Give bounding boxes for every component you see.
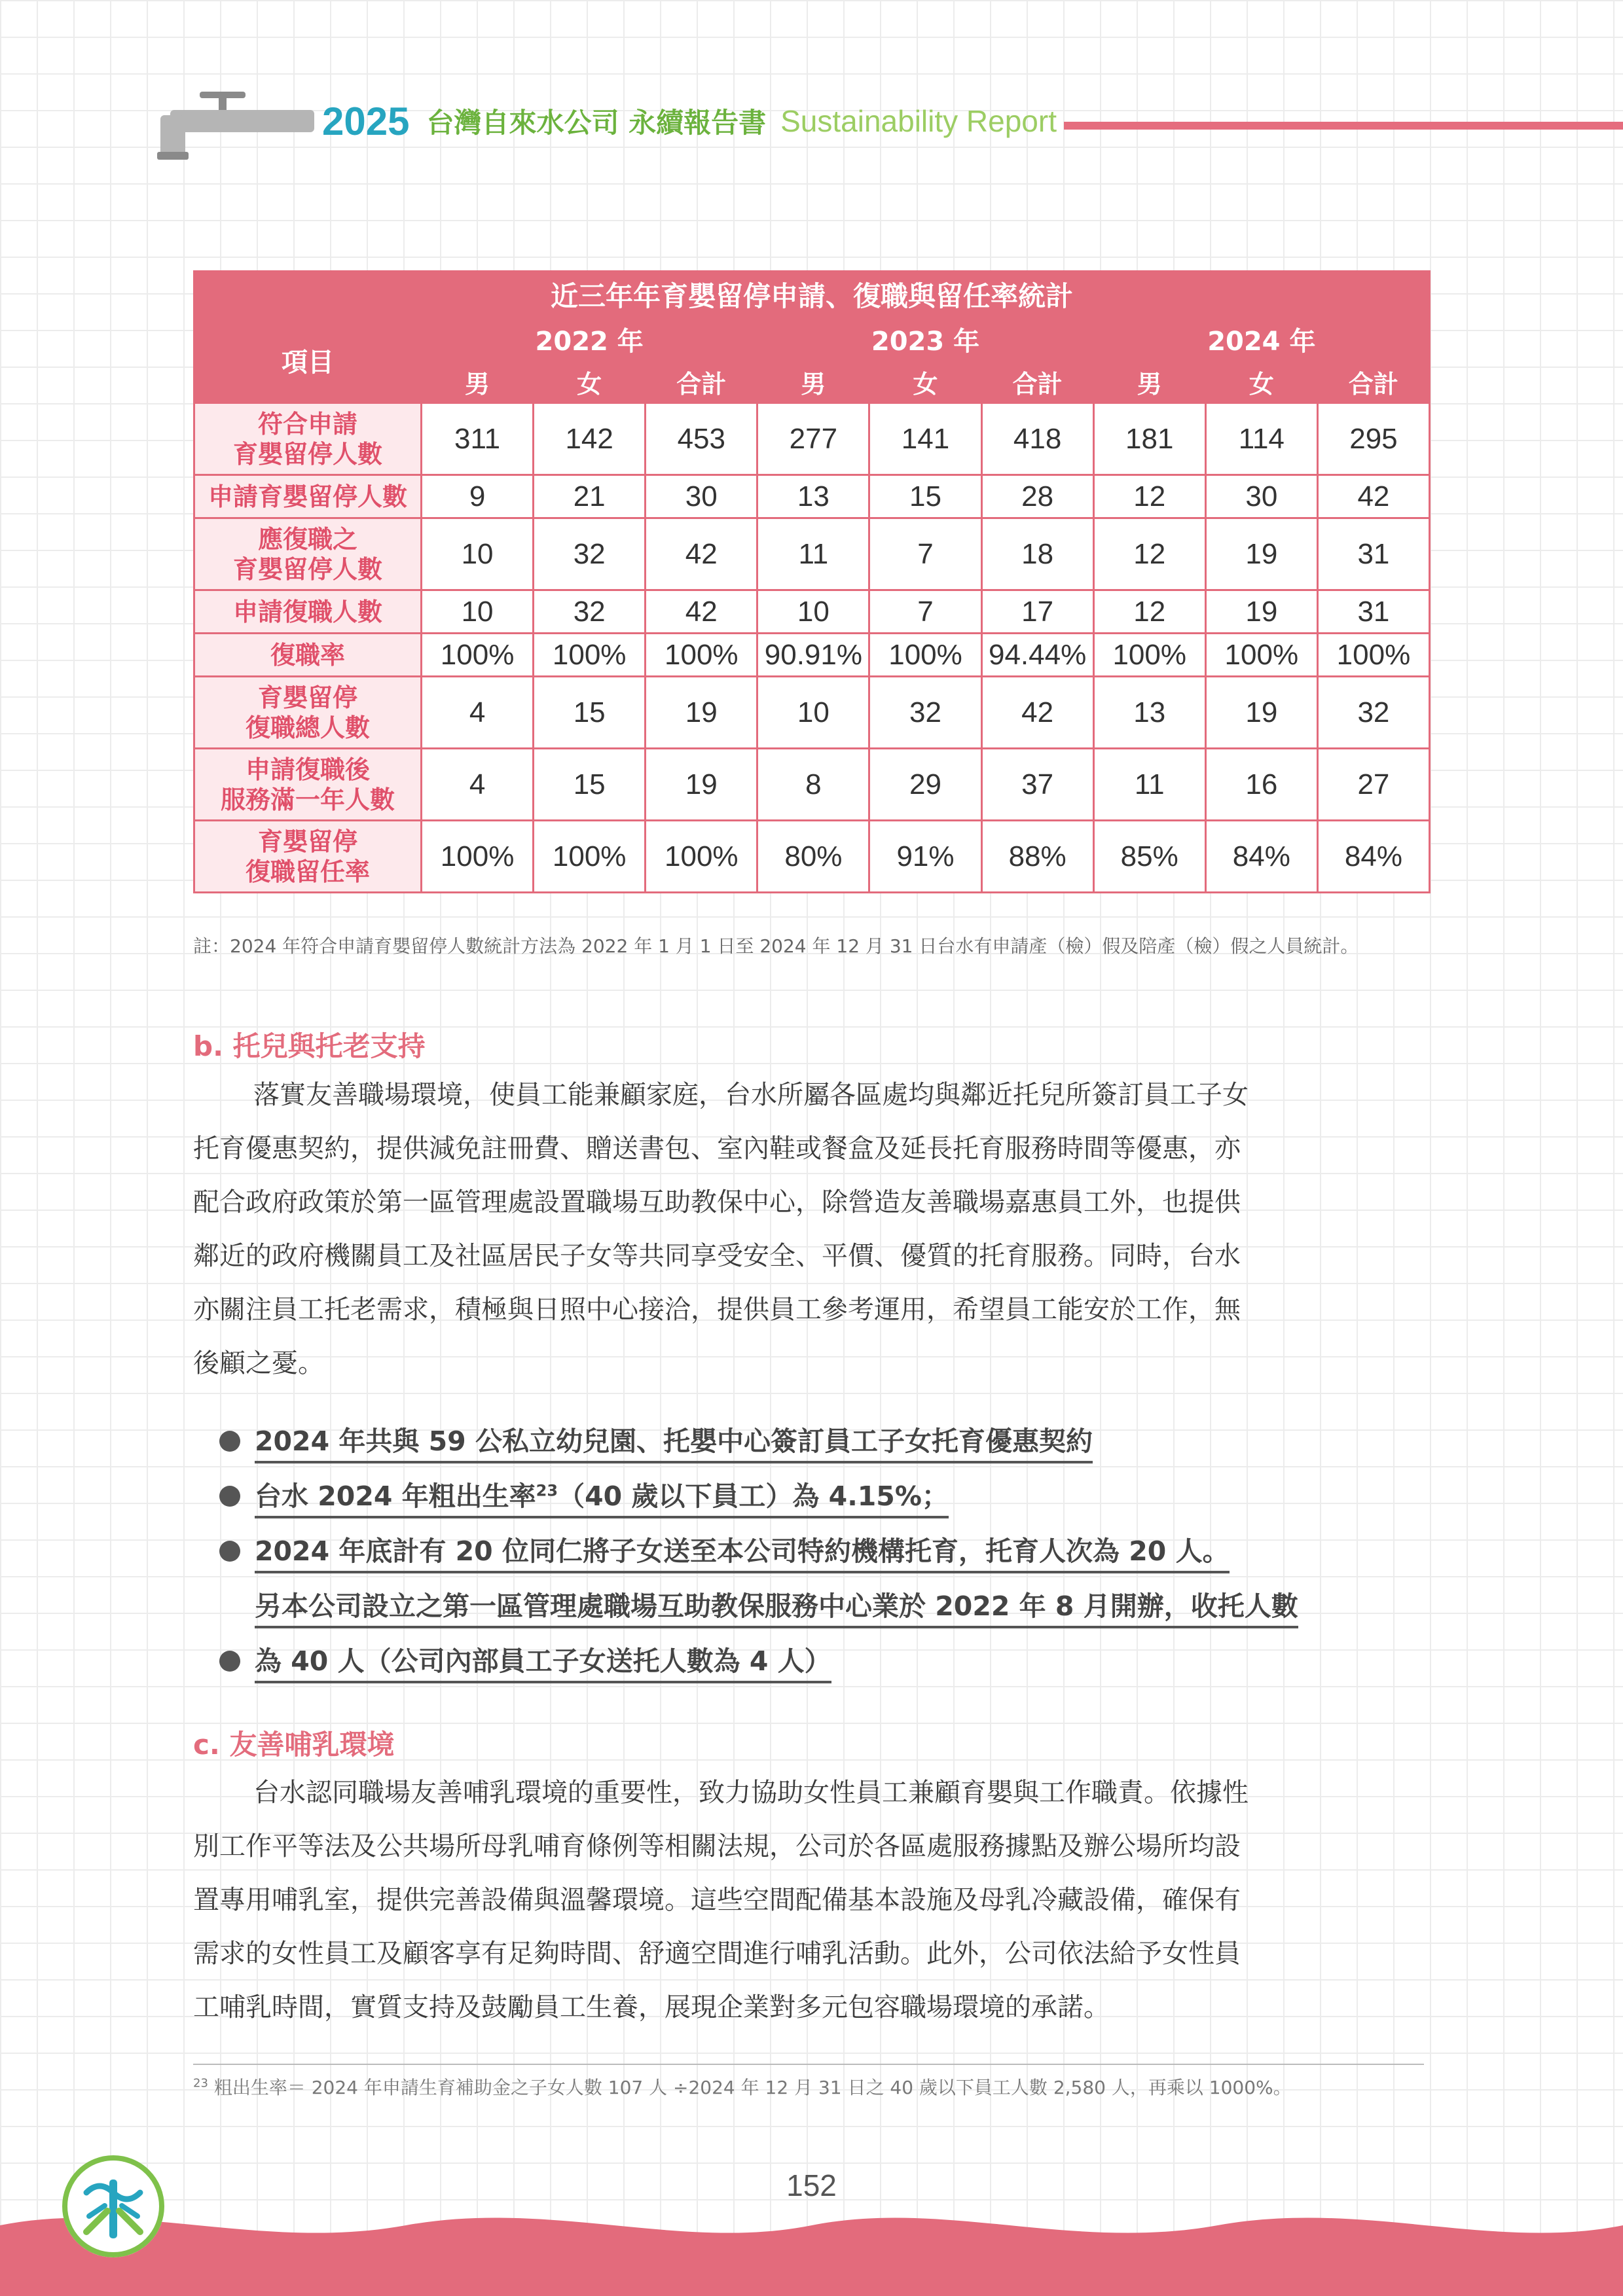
table-cell: 31	[1317, 518, 1429, 590]
table-cell: 311	[422, 403, 534, 475]
bullet-icon	[219, 1541, 240, 1562]
table-title: 近三年年育嬰留停申請、復職與留任率統計	[194, 272, 1430, 318]
table-cell: 18	[981, 518, 1093, 590]
table-cell: 15	[869, 475, 981, 518]
table-cell: 11	[757, 518, 869, 590]
footer-wave	[0, 2199, 1623, 2296]
table-cell: 100%	[534, 821, 646, 893]
table-cell: 12	[1093, 475, 1205, 518]
section-c-title: c. 友善哺乳環境	[193, 1729, 395, 1761]
sub-header-male: 男	[422, 361, 534, 403]
table-cell: 13	[1093, 677, 1205, 749]
row-label: 應復職之 育嬰留停人數	[194, 518, 422, 590]
sub-header-male: 男	[1093, 361, 1205, 403]
childcare-bullets	[219, 1414, 1437, 1689]
sub-header-total: 合計	[1317, 361, 1429, 403]
table-cell: 19	[1205, 590, 1317, 634]
table-row	[194, 677, 1430, 749]
row-label: 育嬰留停 復職留任率	[194, 821, 422, 893]
table-cell: 30	[646, 475, 757, 518]
table-cell: 100%	[646, 634, 757, 677]
table-cell: 142	[534, 403, 646, 475]
sub-header-male: 男	[757, 361, 869, 403]
list-item: 台水 2024 年粗出生率$^{23}$（40 歲以下員工）為 4.15%；	[219, 1469, 1437, 1524]
table-row	[194, 518, 1430, 590]
table-cell: 12	[1093, 590, 1205, 634]
table-cell: 30	[1205, 475, 1317, 518]
paragraph-line: 後顧之憂。	[193, 1348, 324, 1378]
report-header	[322, 98, 1057, 144]
table-cell: 19	[646, 749, 757, 821]
table-cell: 418	[981, 403, 1093, 475]
table-cell: 100%	[422, 821, 534, 893]
table-cell: 42	[646, 590, 757, 634]
paragraph-line: 亦關注員工托老需求，積極與日照中心接洽，提供員工參考運用，希望員工能安於工作，無	[193, 1295, 1241, 1325]
table-cell: 85%	[1093, 821, 1205, 893]
list-item: 為 40 人（公司內部員工子女送托人數為 4 人）	[219, 1634, 1437, 1689]
parental-leave-table	[193, 270, 1431, 893]
table-cell: 32	[534, 518, 646, 590]
sub-header-total: 合計	[981, 361, 1093, 403]
list-item: 2024 年底計有 20 位同仁將子女送至本公司特約機構托育，托育人次為 20 人。	[219, 1524, 1437, 1579]
section-b-paragraph	[193, 1068, 1431, 1390]
table-cell: 19	[1205, 677, 1317, 749]
table-row	[194, 821, 1430, 893]
table-cell: 12	[1093, 518, 1205, 590]
paragraph-line: 配合政府政策於第一區管理處設置職場互助教保中心，除營造友善職場嘉惠員工外，也提供	[193, 1187, 1241, 1217]
row-label: 申請育嬰留停人數	[194, 475, 422, 518]
report-title-en: Sustainability Report	[780, 104, 1057, 138]
footnote-marker: 23	[193, 2076, 208, 2090]
page-number: 152	[786, 2168, 837, 2202]
paragraph-line: 工哺乳時間，實質支持及鼓勵員工生養，展現企業對多元包容職場環境的承諾。	[193, 1992, 1110, 2022]
table-cell: 32	[1317, 677, 1429, 749]
row-label: 申請復職後 服務滿一年人數	[194, 749, 422, 821]
table-cell: 19	[1205, 518, 1317, 590]
table-cell: 42	[646, 518, 757, 590]
table-cell: 100%	[534, 634, 646, 677]
table-cell: 9	[422, 475, 534, 518]
table-cell: 114	[1205, 403, 1317, 475]
table-row	[194, 590, 1430, 634]
table-cell: 7	[869, 518, 981, 590]
table-cell: 7	[869, 590, 981, 634]
table-cell: 15	[534, 677, 646, 749]
table-cell: 10	[422, 590, 534, 634]
table-cell: 8	[757, 749, 869, 821]
sub-header-female: 女	[869, 361, 981, 403]
year-header: 2022 年	[422, 318, 757, 361]
footnote-text: 粗出生率＝ 2024 年申請生育補助金之子女人數 107 人 ÷2024 年 12 月 31 日之 40 歲以下員工人數 2,580 人，再乘以 1000%。	[213, 2077, 1292, 2098]
table-cell: 42	[981, 677, 1093, 749]
report-title-cn: 台灣自來水公司 永續報告書	[426, 107, 767, 139]
table-cell: 141	[869, 403, 981, 475]
sub-header-female: 女	[534, 361, 646, 403]
table-cell: 28	[981, 475, 1093, 518]
report-year: 2025	[322, 99, 410, 143]
table-cell: 100%	[1093, 634, 1205, 677]
sub-header-total: 合計	[646, 361, 757, 403]
sub-header-female: 女	[1205, 361, 1317, 403]
table-cell: 17	[981, 590, 1093, 634]
paragraph-line: 需求的女性員工及顧客享有足夠時間、舒適空間進行哺乳活動。此外，公司依法給予女性員	[193, 1939, 1241, 1969]
table-cell: 4	[422, 677, 534, 749]
paragraph-line: 別工作平等法及公共場所母乳哺育條例等相關法規，公司於各區處服務據點及辦公場所均設	[193, 1831, 1241, 1861]
footnote-divider	[193, 2064, 1424, 2065]
table-cell: 4	[422, 749, 534, 821]
paragraph-line: 台水認同職場友善哺乳環境的重要性，致力協助女性員工兼顧育嬰與工作職責。依據性	[253, 1778, 1249, 1808]
table-cell: 100%	[422, 634, 534, 677]
table-cell: 277	[757, 403, 869, 475]
row-label: 復職率	[194, 634, 422, 677]
table-row	[194, 475, 1430, 518]
table-cell: 21	[534, 475, 646, 518]
list-item: 另本公司設立之第一區管理處職場互助教保服務中心業於 2022 年 8 月開辦，收托人數	[219, 1579, 1437, 1634]
section-b-title: b. 托兒與托老支持	[193, 1030, 426, 1062]
table-cell: 84%	[1205, 821, 1317, 893]
paragraph-line: 鄰近的政府機關員工及社區居民子女等共同享受安全、平價、優質的托育服務。同時，台水	[193, 1241, 1241, 1271]
footnote-ref: 23	[536, 1480, 558, 1499]
row-label: 申請復職人數	[194, 590, 422, 634]
company-logo-icon	[60, 2153, 166, 2259]
table-cell: 27	[1317, 749, 1429, 821]
faucet-icon	[157, 84, 314, 162]
table-cell: 100%	[1205, 634, 1317, 677]
paragraph-line: 托育優惠契約，提供減免註冊費、贈送書包、室內鞋或餐盒及延長托育服務時間等優惠，亦	[193, 1134, 1241, 1164]
table-cell: 32	[534, 590, 646, 634]
table-cell: 13	[757, 475, 869, 518]
table-cell: 10	[757, 590, 869, 634]
table-note: 註：2024 年符合申請育嬰留停人數統計方法為 2022 年 1 月 1 日至 2024 年 12 月 31 日台水有申請產（檢）假及陪產（檢）假之人員統計。	[193, 935, 1359, 957]
table-body	[194, 403, 1430, 893]
table-cell: 10	[422, 518, 534, 590]
item-header: 項目	[194, 318, 422, 403]
bullet-icon	[219, 1431, 240, 1452]
table-cell: 37	[981, 749, 1093, 821]
row-label: 育嬰留停 復職總人數	[194, 677, 422, 749]
bullet-icon	[219, 1651, 240, 1672]
table-cell: 453	[646, 403, 757, 475]
table-cell: 15	[534, 749, 646, 821]
table-cell: 100%	[646, 821, 757, 893]
table-cell: 10	[757, 677, 869, 749]
header-rule	[1064, 122, 1623, 130]
table-row	[194, 749, 1430, 821]
table-cell: 100%	[1317, 634, 1429, 677]
table-cell: 29	[869, 749, 981, 821]
table-cell: 31	[1317, 590, 1429, 634]
table-cell: 100%	[869, 634, 981, 677]
paragraph-line: 置專用哺乳室，提供完善設備與溫馨環境。這些空間配備基本設施及母乳冷藏設備，確保有	[193, 1885, 1241, 1915]
bullet-icon	[219, 1486, 240, 1507]
table-cell: 42	[1317, 475, 1429, 518]
table-cell: 84%	[1317, 821, 1429, 893]
table-row	[194, 403, 1430, 475]
list-item: 2024 年共與 59 公私立幼兒園、托嬰中心簽訂員工子女托育優惠契約	[219, 1414, 1437, 1469]
paragraph-line: 落實友善職場環境，使員工能兼顧家庭，台水所屬各區處均與鄰近托兒所簽訂員工子女	[253, 1080, 1249, 1110]
table-cell: 295	[1317, 403, 1429, 475]
table-cell: 90.91%	[757, 634, 869, 677]
table-cell: 16	[1205, 749, 1317, 821]
table-cell: 32	[869, 677, 981, 749]
table-cell: 11	[1093, 749, 1205, 821]
table-cell: 19	[646, 677, 757, 749]
row-label: 符合申請 育嬰留停人數	[194, 403, 422, 475]
footnote	[193, 2073, 1292, 2100]
section-c-paragraph	[193, 1766, 1431, 2034]
table-cell: 88%	[981, 821, 1093, 893]
table-cell: 94.44%	[981, 634, 1093, 677]
table-cell: 80%	[757, 821, 869, 893]
table-cell: 181	[1093, 403, 1205, 475]
table-row	[194, 634, 1430, 677]
year-header: 2023 年	[757, 318, 1093, 361]
table-cell: 91%	[869, 821, 981, 893]
year-header: 2024 年	[1093, 318, 1429, 361]
